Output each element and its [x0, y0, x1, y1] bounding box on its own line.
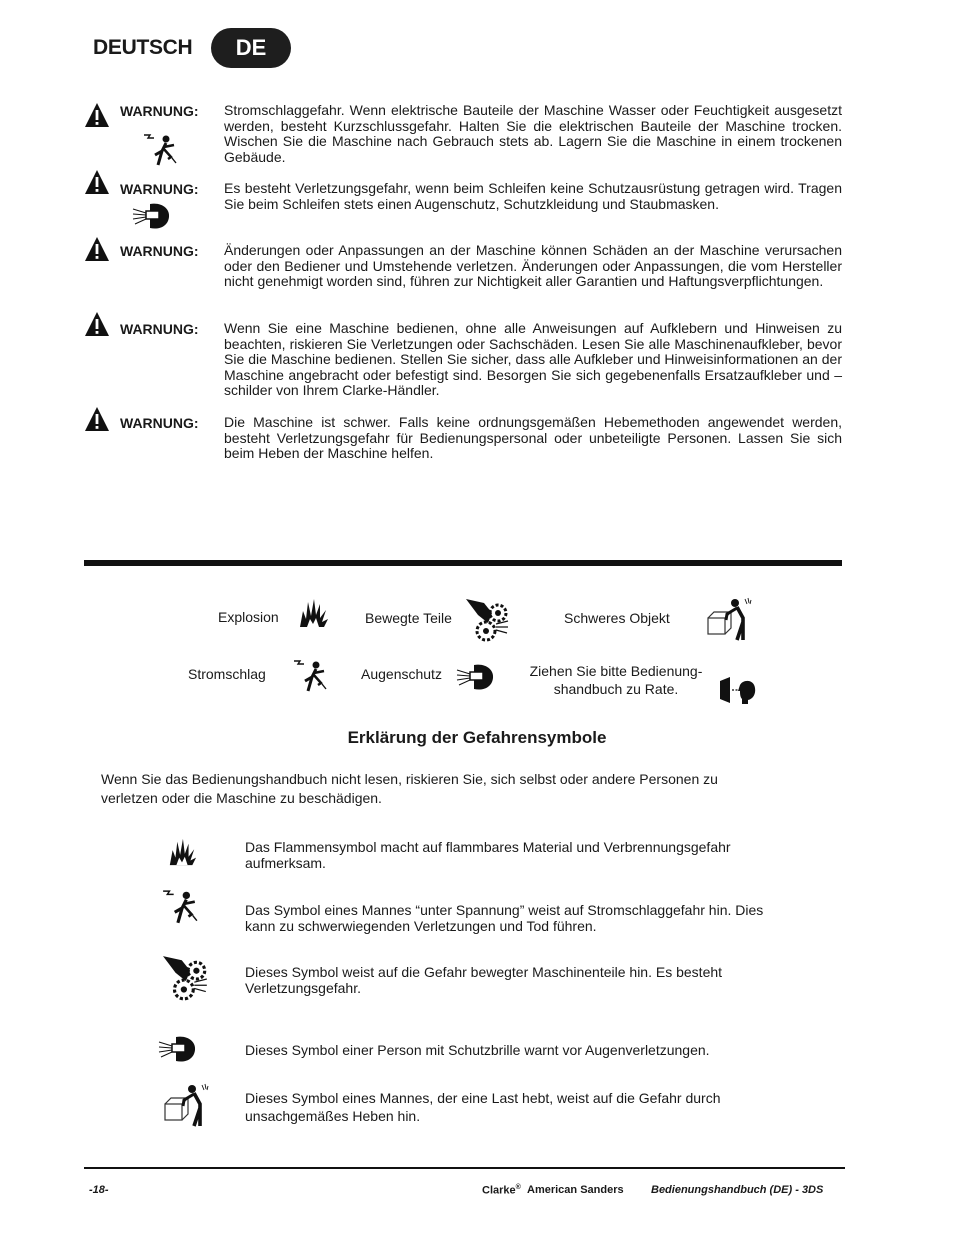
explanation-item-text: Dieses Symbol einer Person mit Schutzbrille warnt vor Augenverletzungen.	[245, 1042, 710, 1058]
footer-document-title: Bedienungshandbuch (DE) - 3DS	[651, 1184, 824, 1196]
electric-shock-icon	[161, 888, 199, 926]
eye-protection-icon	[158, 1034, 198, 1064]
warning-text: Stromschlaggefahr. Wenn elektrische Bauteile der Maschine Wasser oder Feuchtigkeit ausgesetzt werden, besteht Kurzschlussgefahr. Halten Sie die elektrischen Bauteile der Maschine trocken. Wischen Sie die Maschine nach Gebrauch stets ab. Lagern Sie die Maschine in einem trockenen Gebäude.	[224, 102, 842, 165]
explanation-item-text: Dieses Symbol weist auf die Gefahr bewegter Maschinenteile hin. Es besteht Verletzungsgefahr.	[245, 964, 723, 996]
page-number: -18-	[89, 1184, 109, 1196]
moving-parts-icon	[163, 954, 211, 1002]
explosion-icon	[297, 597, 329, 629]
heavy-lifting-icon	[162, 1082, 210, 1128]
warning-triangle-icon	[84, 236, 110, 262]
heavy-lifting-icon	[705, 596, 753, 642]
electric-shock-icon	[142, 132, 178, 168]
symbol-label-explosion: Explosion	[218, 609, 279, 625]
explanation-item-text: Dieses Symbol eines Mannes, der eine Last hebt, weist auf die Gefahr durch unsachgemäßes Heben hin.	[245, 1090, 721, 1124]
section-divider	[84, 560, 842, 566]
warning-label: WARNUNG:	[120, 243, 199, 259]
footer-brand-name: Clarke	[482, 1184, 516, 1197]
warning-text: Änderungen oder Anpassungen an der Maschine können Schäden an der Maschine verursachen oder den Bediener und Umstehende verletzen. Änderungen oder Anpassungen, die vom Hersteller nicht genehmigt worden sind, führen zur Nichtigkeit aller Garantien und Haftungsverpflichtungen.	[224, 242, 842, 289]
section-heading: Erklärung der Gefahrensymbole	[347, 728, 607, 747]
eye-protection-icon	[132, 201, 172, 231]
warning-label: WARNUNG:	[120, 103, 199, 119]
warning-text: Die Maschine ist schwer. Falls keine ordnungsgemäßen Hebemethoden angewendet werden, besteht Verletzungsgefahr für Bedienungspersonal oder unbeteiligte Personen. Lassen Sie sich beim Heben der Maschine helfen.	[224, 414, 842, 461]
warning-text: Es besteht Verletzungsgefahr, wenn beim Schleifen keine Schutzausrüstung getragen wird. Tragen Sie beim Schleifen stets einen Augenschutz, Schutzkleidung und Staubmasken.	[224, 180, 842, 212]
footer-brand	[482, 1184, 521, 1197]
symbol-label-shock: Stromschlag	[188, 666, 266, 682]
warning-text: Wenn Sie eine Maschine bedienen, ohne alle Anweisungen auf Aufklebern und Hinweisen zu beachten, riskieren Sie Verletzungen oder Sachschäden. Lesen Sie alle Maschinenaufkleber, bevor Sie die Maschine bedienen. Stellen Sie sicher, dass alle Aufkleber und Hinweisinformationen an der Maschine angebracht oder befestigt sind. Besorgen Sie sich gegebenenfalls Ersatzaufkleber und –schilder von Ihrem Clarke-Händler.	[224, 320, 842, 398]
manual-icon	[718, 675, 758, 705]
language-code-badge: DE	[211, 28, 291, 68]
footer-divider	[84, 1167, 845, 1169]
language-label: DEUTSCH	[93, 36, 193, 59]
moving-parts-icon	[466, 597, 512, 643]
warning-triangle-icon	[84, 311, 110, 337]
explanation-item-text: Das Symbol eines Mannes “unter Spannung” weist auf Stromschlaggefahr hin. Dies kann zu schwerwiegenden Verletzungen und Tod führen.	[245, 902, 764, 934]
intro-paragraph: Wenn Sie das Bedienungshandbuch nicht lesen, riskieren Sie, sich selbst oder andere Personen zu verletzen oder die Maschine zu beschädigen.	[101, 771, 718, 806]
warning-triangle-icon	[84, 406, 110, 432]
warning-label: WARNUNG:	[120, 415, 199, 431]
warning-label: WARNUNG:	[120, 321, 199, 337]
symbol-label-eye-protection: Augenschutz	[361, 666, 442, 682]
symbol-label-manual: Ziehen Sie bitte Bedienung- shandbuch zu Rate.	[529, 663, 703, 697]
eye-protection-icon	[456, 662, 496, 692]
flame-icon	[167, 836, 197, 868]
electric-shock-icon	[292, 658, 328, 694]
warning-triangle-icon	[84, 102, 110, 128]
explanation-item-text: Das Flammensymbol macht auf flammbares Material und Verbrennungsgefahr aufmerksam.	[245, 839, 731, 871]
footer-company: American Sanders	[527, 1184, 624, 1196]
symbol-label-heavy-object: Schweres Objekt	[564, 610, 670, 626]
warning-triangle-icon	[84, 169, 110, 195]
registered-mark: ®	[515, 1184, 521, 1191]
warning-label: WARNUNG:	[120, 181, 199, 197]
symbol-label-moving-parts: Bewegte Teile	[365, 610, 452, 626]
